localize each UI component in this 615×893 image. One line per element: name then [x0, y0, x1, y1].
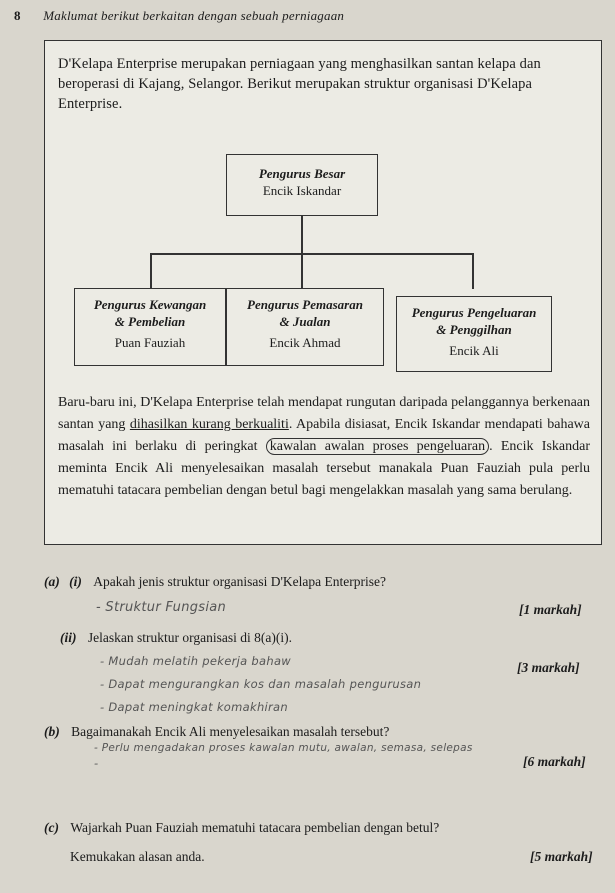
org-node-name: Encik Ali	[449, 343, 499, 358]
org-node-finance-manager	[74, 288, 226, 366]
org-connector-horizontal	[150, 253, 473, 255]
answer-ai: - Struktur Fungsian	[96, 600, 227, 615]
question-b-label: (b)	[44, 724, 60, 739]
org-node-name: Puan Fauziah	[114, 335, 186, 350]
org-connector-left	[150, 253, 152, 289]
org-node-title: Pengurus Besar	[258, 166, 346, 181]
case-para-part2: . Apabila disiasat, Encik Iskandar mendapati bahawa masalah ini berlaku di peringkat	[58, 417, 590, 454]
answer-aii-1: - Mudah melatih pekerja bahaw	[100, 654, 291, 668]
question-c-text2: Kemukakan alasan anda.	[70, 849, 205, 864]
answer-b-2: -	[94, 756, 99, 770]
question-ai-label: (i)	[69, 574, 82, 589]
question-instruction: Maklumat berikut berkaitan dengan sebuah perniagaan	[43, 8, 345, 23]
org-node-title-line2: & Penggilhan	[436, 322, 512, 337]
org-node-title-line2: & Pembelian	[114, 314, 186, 329]
question-ai-text: Apakah jenis struktur organisasi D'Kelapa Enterprise?	[93, 574, 386, 589]
question-b	[44, 724, 389, 740]
marks-b: [6 markah]	[523, 754, 586, 769]
question-c	[44, 820, 439, 836]
answer-b-1: - Perlu mengadakan proses kawalan mutu, awalan, semasa, selepas	[94, 742, 473, 754]
org-node-title-line1: Pengurus Kewangan	[93, 297, 207, 312]
question-c-label: (c)	[44, 820, 59, 835]
marks-aii: [3 markah]	[517, 660, 580, 675]
org-node-marketing-manager	[226, 288, 384, 366]
case-paragraph	[58, 392, 590, 502]
org-node-title-line1: Pengurus Pengeluaran	[411, 305, 537, 320]
question-b-text: Bagaimanakah Encik Ali menyelesaikan masalah tersebut?	[71, 724, 390, 739]
case-para-circled: kawalan awalan proses pengeluaran	[266, 438, 489, 455]
question-header	[14, 8, 344, 24]
case-para-underlined: dihasilkan kurang berkualiti	[129, 417, 289, 432]
org-node-title-line2: & Jualan	[279, 314, 331, 329]
question-number: 8	[14, 8, 21, 23]
case-para-part3: . Encik Iskandar meminta Encik Ali menyelesaikan masalah tersebut manakala Puan Fauziah pula perlu mematuhi tatacara pembelian dengan betul bagi mengelakkan masalah yang sama berulang.	[58, 439, 591, 498]
org-node-general-manager	[226, 154, 378, 216]
question-a-i	[44, 574, 386, 590]
org-node-name: Encik Ahmad	[269, 335, 341, 350]
marks-ai: [1 markah]	[519, 602, 582, 617]
answer-aii-3: - Dapat meningkat komakhiran	[100, 700, 288, 714]
marks-c: [5 markah]	[530, 849, 593, 864]
org-connector-vertical-top	[301, 216, 303, 254]
org-node-production-manager	[396, 296, 552, 372]
case-intro	[58, 54, 598, 114]
org-node-name: Encik Iskandar	[262, 183, 342, 198]
question-c-text: Wajarkah Puan Fauziah mematuhi tatacara pembelian dengan betul?	[70, 820, 440, 835]
answer-aii-2: - Dapat mengurangkan kos dan masalah pengurusan	[100, 677, 422, 691]
org-node-title-line1: Pengurus Pemasaran	[247, 297, 363, 312]
question-a-ii	[60, 630, 292, 646]
case-para-part1: Baru-baru ini, D'Kelapa Enterprise telah mendapat rungutan daripada pelanggannya berkenaan santan yang	[58, 395, 590, 432]
question-a-label: (a)	[44, 574, 60, 589]
question-c-line2	[70, 849, 205, 865]
org-connector-right	[472, 253, 474, 289]
case-intro-text: D'Kelapa Enterprise merupakan perniagaan yang menghasilkan santan kelapa dan beroperasi di Kajang, Selangor. Berikut merupakan struktur organisasi D'Kelapa Enterprise.	[58, 56, 541, 112]
question-aii-text: Jelaskan struktur organisasi di 8(a)(i).	[87, 630, 292, 645]
question-aii-label: (ii)	[60, 630, 77, 645]
org-connector-middle	[301, 253, 303, 289]
